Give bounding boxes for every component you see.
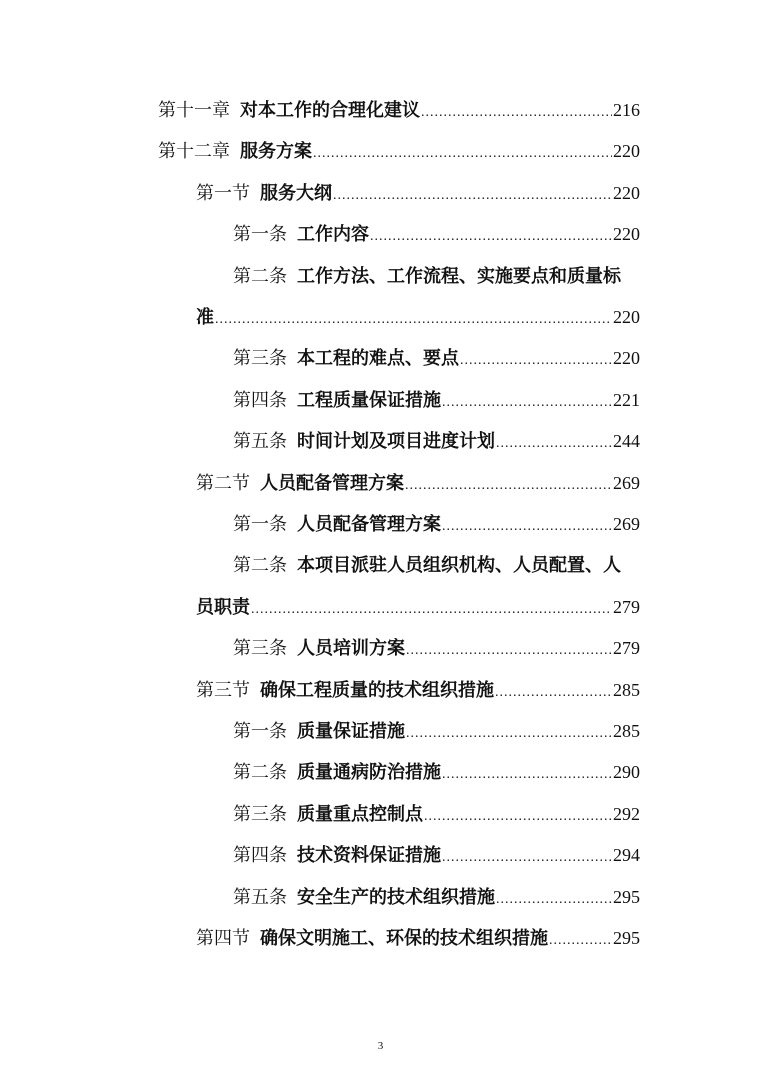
page-number: 3 xyxy=(377,1040,384,1052)
toc-entry-page: 285 xyxy=(613,721,640,741)
toc-entry-prefix: 第四节 xyxy=(196,928,250,948)
toc-entry-title: 技术资料保证措施 xyxy=(297,845,441,866)
toc-entry-title: 人员配备管理方案 xyxy=(260,472,404,493)
dot-leader xyxy=(370,224,612,250)
dot-leader xyxy=(495,680,612,706)
toc-entry-title: 工作内容 xyxy=(297,224,369,245)
dot-leader xyxy=(313,141,612,167)
dot-leader xyxy=(406,638,612,664)
toc-entry[interactable] xyxy=(233,387,640,413)
toc-entry-title: 本项目派驻人员组织机构、人员配置、人 xyxy=(297,555,621,576)
toc-entry[interactable] xyxy=(196,470,640,496)
toc-entry-title: 确保工程质量的技术组织措施 xyxy=(260,679,494,700)
toc-entry-title: 工程质量保证措施 xyxy=(297,389,441,410)
toc-entry-prefix: 第五条 xyxy=(233,886,287,907)
toc-entry-title: 时间计划及项目进度计划 xyxy=(297,431,495,452)
toc-entry-page: 220 xyxy=(613,348,640,369)
toc-entry-continuation[interactable] xyxy=(196,304,640,330)
toc-entry-prefix: 第一条 xyxy=(233,721,287,741)
toc-entry-page: 220 xyxy=(613,224,640,245)
toc-entry-prefix: 第三条 xyxy=(233,348,287,369)
toc-entry[interactable] xyxy=(233,221,640,247)
toc-entry-prefix: 第五条 xyxy=(233,431,287,452)
dot-leader xyxy=(460,348,612,374)
toc-entry-page: 290 xyxy=(613,762,640,783)
toc-entry-title: 工作方法、工作流程、实施要点和质量标 xyxy=(297,265,621,286)
dot-leader xyxy=(333,183,612,209)
toc-entry[interactable] xyxy=(196,180,640,206)
dot-leader xyxy=(442,514,612,540)
toc-entry-prefix: 第四条 xyxy=(233,389,287,410)
toc-entry-prefix: 第二条 xyxy=(233,265,287,286)
toc-entry-page: 216 xyxy=(613,100,640,120)
toc-entry[interactable] xyxy=(233,428,640,454)
toc-entry-page: 294 xyxy=(613,845,640,866)
toc-entry-page: 244 xyxy=(613,431,640,452)
toc-entry-title: 质量重点控制点 xyxy=(297,803,423,824)
toc-entry[interactable] xyxy=(233,884,640,910)
toc-entry-page: 221 xyxy=(613,389,640,410)
dot-leader xyxy=(549,928,612,954)
toc-entry-title: 安全生产的技术组织措施 xyxy=(297,886,495,907)
toc-entry-prefix: 第十一章 xyxy=(158,100,230,120)
toc-entry-page: 220 xyxy=(613,307,640,327)
toc-entry-prefix: 第一条 xyxy=(233,514,287,534)
toc-entry-prefix: 第四条 xyxy=(233,845,287,866)
toc-entry-prefix: 第十二章 xyxy=(158,141,230,162)
toc-entry-prefix: 第一条 xyxy=(233,224,287,245)
toc-entry-title: 对本工作的合理化建议 xyxy=(240,100,420,120)
toc-entry-prefix: 第三条 xyxy=(233,803,287,824)
toc-entry-prefix: 第三节 xyxy=(196,679,250,700)
toc-entry-prefix: 第三条 xyxy=(233,638,287,659)
toc-entry-title-continuation: 员职责 xyxy=(196,596,250,617)
toc-entry-prefix: 第二节 xyxy=(196,472,250,493)
dot-leader xyxy=(251,597,612,623)
dot-leader xyxy=(442,762,612,788)
dot-leader xyxy=(424,804,612,830)
toc-entry[interactable] xyxy=(233,552,640,578)
toc-entry-title: 服务方案 xyxy=(240,141,312,162)
dot-leader xyxy=(406,721,612,747)
toc-entry-prefix: 第二条 xyxy=(233,762,287,783)
dot-leader xyxy=(496,431,612,457)
toc-entry-title-continuation: 准 xyxy=(196,307,214,327)
toc-entry-title: 质量通病防治措施 xyxy=(297,762,441,783)
toc-entry[interactable] xyxy=(233,263,640,289)
toc-entry-title: 人员配备管理方案 xyxy=(297,514,441,534)
toc-entry[interactable] xyxy=(158,138,640,164)
toc-entry[interactable] xyxy=(233,759,640,785)
toc-entry[interactable] xyxy=(196,925,640,951)
dot-leader xyxy=(442,390,612,416)
toc-entry-page: 279 xyxy=(613,638,640,659)
dot-leader xyxy=(442,845,612,871)
toc-entry-page: 285 xyxy=(613,679,640,700)
toc-entry[interactable] xyxy=(233,511,640,537)
toc-entry-page: 295 xyxy=(613,928,640,948)
dot-leader xyxy=(405,473,612,499)
toc-entry-page: 279 xyxy=(613,596,640,617)
toc-entry-page: 220 xyxy=(613,141,640,162)
toc-entry[interactable] xyxy=(196,677,640,703)
toc-entry-prefix: 第一节 xyxy=(196,182,250,203)
toc-entry-title: 确保文明施工、环保的技术组织措施 xyxy=(260,928,548,948)
toc-entry-title: 质量保证措施 xyxy=(297,721,405,741)
toc-entry[interactable] xyxy=(233,801,640,827)
toc-entry-title: 本工程的难点、要点 xyxy=(297,348,459,369)
toc-entry[interactable] xyxy=(233,842,640,868)
toc-entry-page: 292 xyxy=(613,803,640,824)
dot-leader xyxy=(496,887,612,913)
toc-entry-page: 220 xyxy=(613,182,640,203)
toc-entry-title: 服务大纲 xyxy=(260,182,332,203)
toc-entry[interactable] xyxy=(158,97,640,123)
toc-entry[interactable] xyxy=(233,635,640,661)
toc-entry-prefix: 第二条 xyxy=(233,555,287,576)
toc-entry[interactable] xyxy=(233,345,640,371)
toc-entry[interactable] xyxy=(233,718,640,744)
toc-entry-page: 269 xyxy=(613,514,640,534)
toc-entry-page: 295 xyxy=(613,886,640,907)
toc-entry-continuation[interactable] xyxy=(196,594,640,620)
dot-leader xyxy=(421,100,612,126)
dot-leader xyxy=(215,307,612,333)
toc-entry-title: 人员培训方案 xyxy=(297,638,405,659)
toc-entry-page: 269 xyxy=(613,472,640,493)
